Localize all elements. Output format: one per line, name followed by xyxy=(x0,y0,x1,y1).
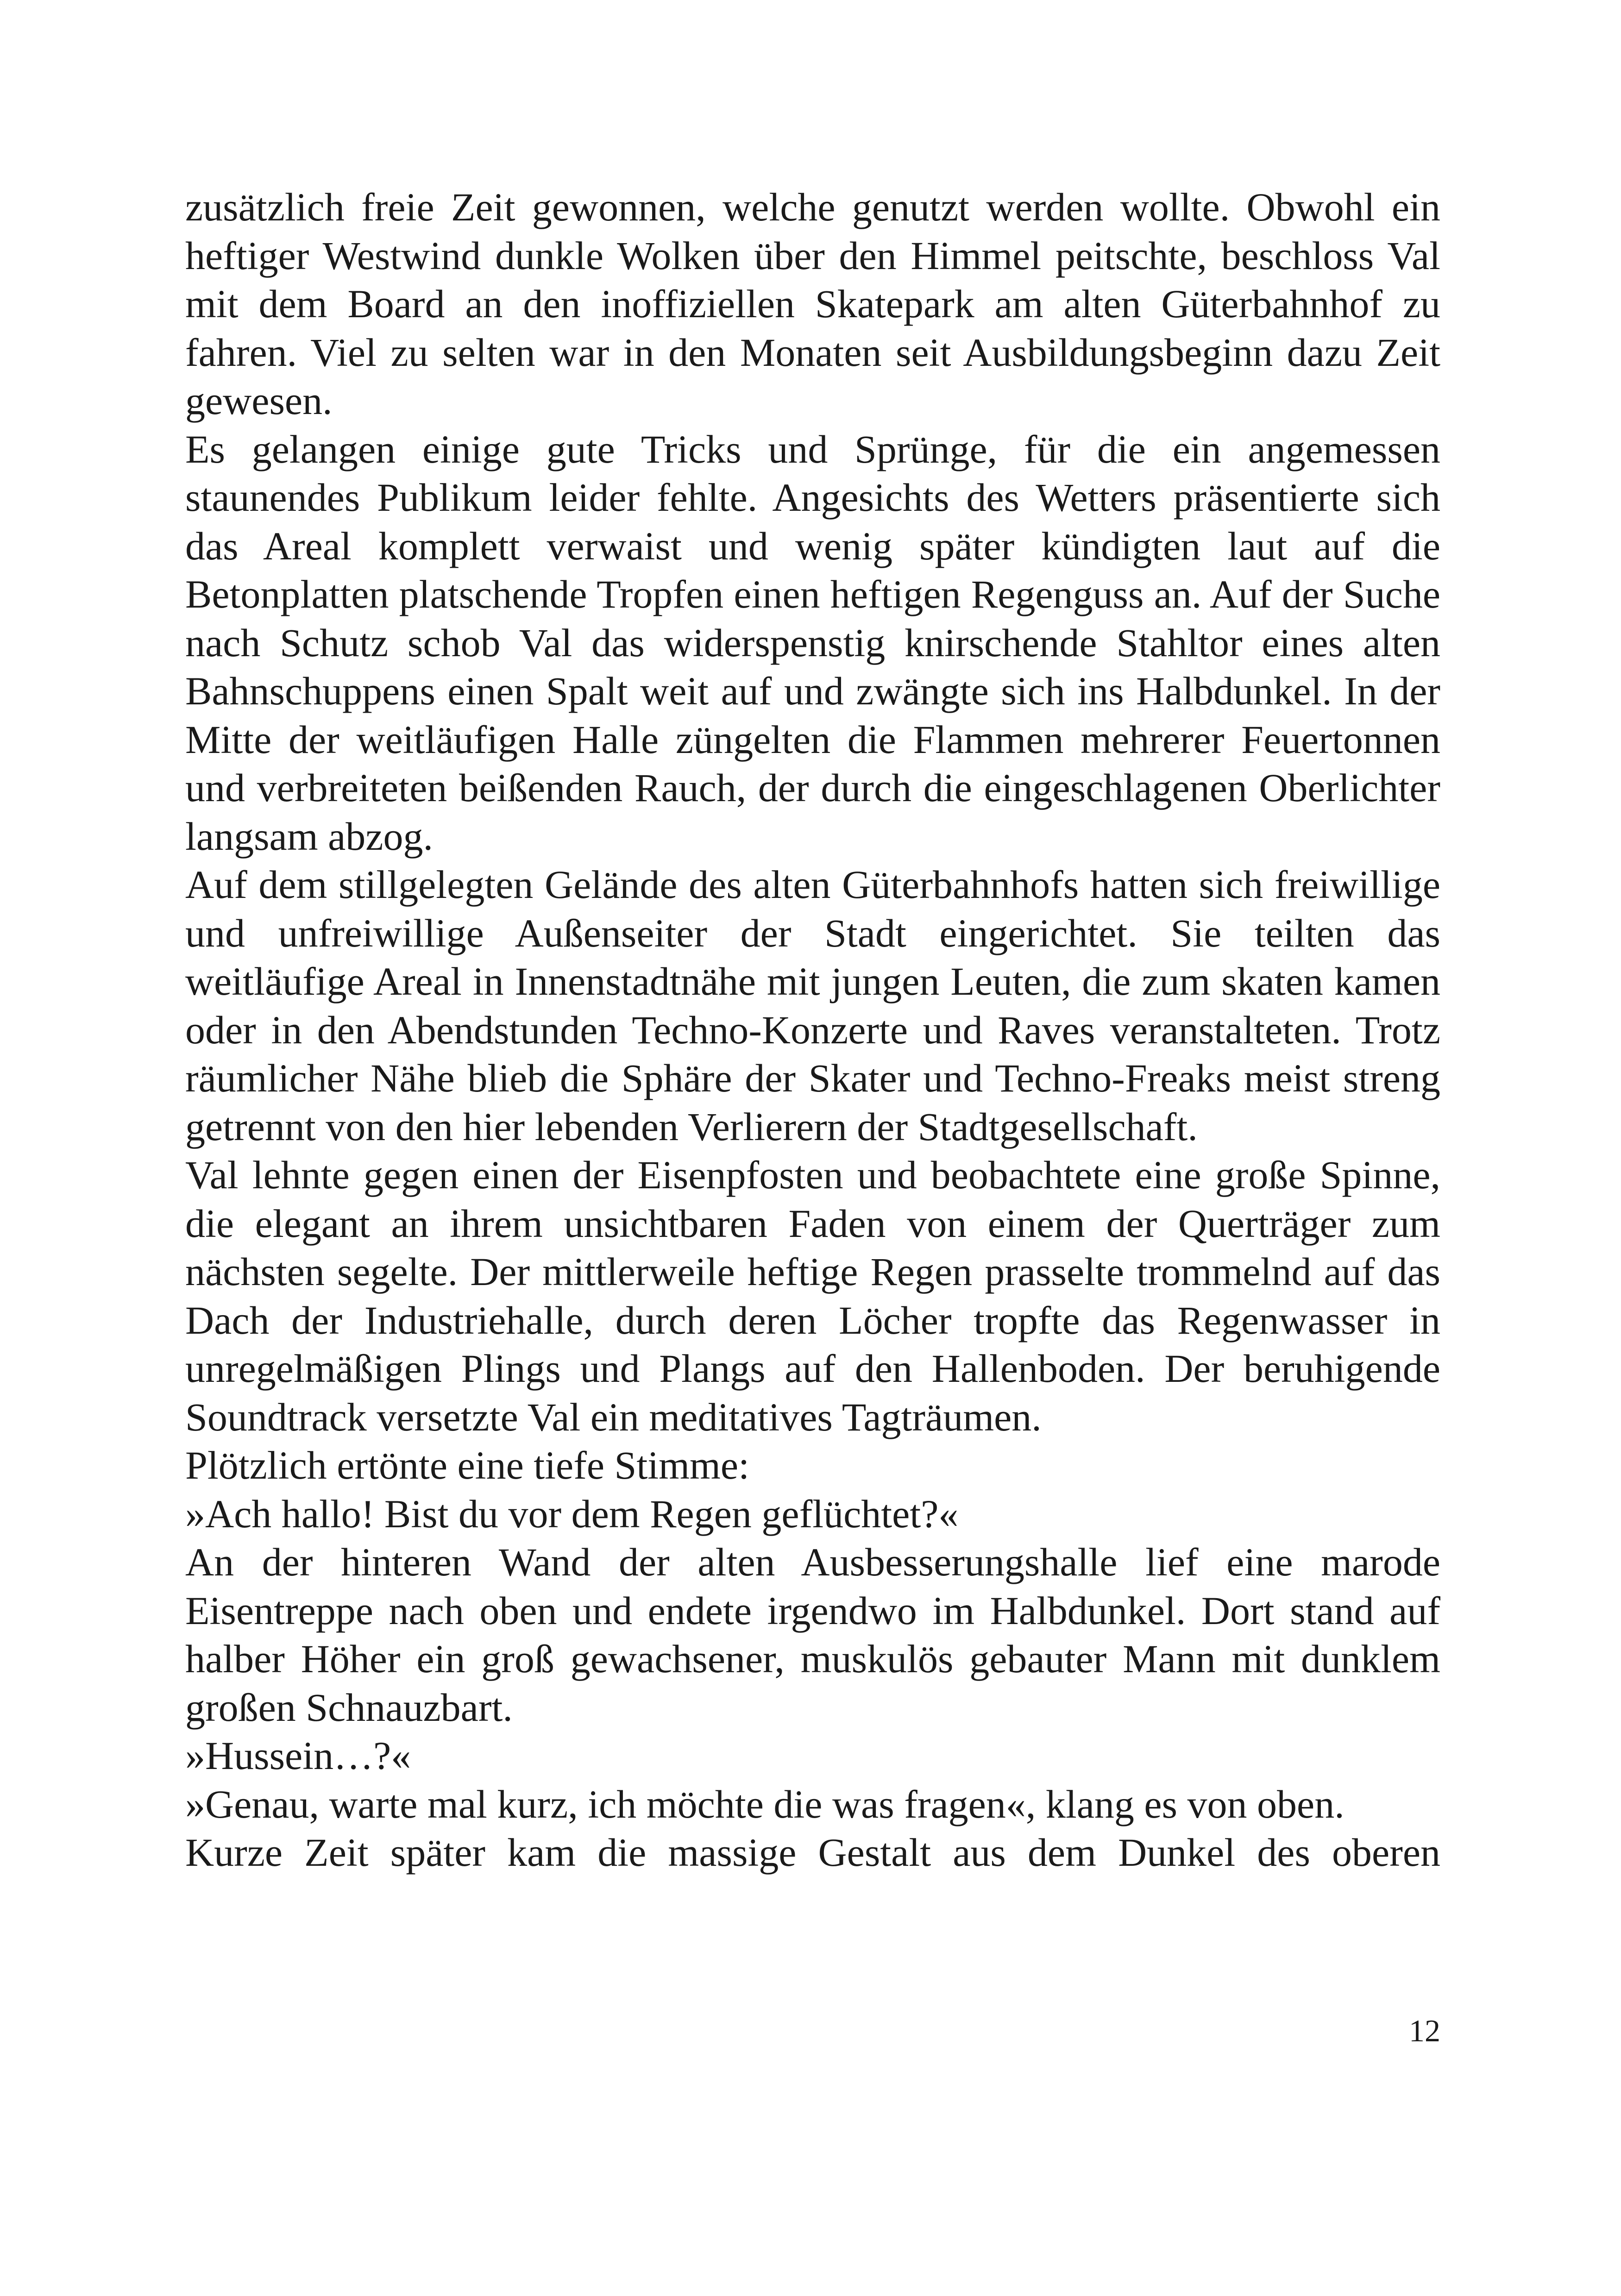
page-body xyxy=(185,183,1440,1877)
dialogue-line: »Ach hallo! Bist du vor dem Regen geflüchtet?« xyxy=(185,1491,959,1536)
dialogue-line: »Hussein…?« xyxy=(185,1733,411,1778)
page-number: 12 xyxy=(1409,2013,1440,2048)
paragraph: Es gelangen einige gute Tricks und Sprünge, für die ein angemessen staunendes Publikum leider fehlte. Angesichts des Wetters präsentierte sich das Areal komplett verwaist und wenig später kündigten laut auf die Betonplatten platschende Tropfen einen heftigen Regenguss an. Auf der Suche nach Schutz schob Val das widerspenstig knirschende Stahltor eines alten Bahnschuppens einen Spalt weit auf und zwängte sich ins Halbdunkel. In der Mitte der weitläufigen Halle züngelten die Flammen mehrerer Feuertonnen und verbreiteten beißenden Rauch, der durch die eingeschlagenen Oberlichter langsam abzog. xyxy=(185,427,1440,859)
paragraph: Auf dem stillgelegten Gelände des alten Güterbahnhofs hatten sich freiwillige und unfreiwillige Außenseiter der Stadt eingerichtet. Sie teilten das weitläufige Areal in Innenstadtnähe mit jungen Leuten, die zum skaten kamen oder in den Abendstunden Techno-Konzerte und Raves veranstalteten. Trotz räumlicher Nähe blieb die Sphäre der Skater und Techno-Freaks meist streng getrennt von den hier lebenden Verlierern der Stadtgesellschaft. xyxy=(185,862,1440,1149)
dialogue-line: »Genau, warte mal kurz, ich möchte die was fragen«, klang es von oben. xyxy=(185,1782,1345,1826)
paragraph: Plötzlich ertönte eine tiefe Stimme: xyxy=(185,1443,749,1487)
paragraph: zusätzlich freie Zeit gewonnen, welche genutzt werden wollte. Obwohl ein heftiger Westwind dunkle Wolken über den Himmel peitschte, beschloss Val mit dem Board an den inoffiziellen Skatepark am alten Güterbahnhof zu fahren. Viel zu selten war in den Monaten seit Ausbildungsbeginn dazu Zeit gewesen. xyxy=(185,185,1440,423)
paragraph: Val lehnte gegen einen der Eisenpfosten und beobachtete eine große Spinne, die elegant an ihrem unsichtbaren Faden von einem der Querträger zum nächsten segelte. Der mittlerweile heftige Regen prasselte trommelnd auf das Dach der Industriehalle, durch deren Löcher tropfte das Regenwasser in unregelmäßigen Plings und Plangs auf den Hallenboden. Der beruhigende Soundtrack versetzte Val ein meditatives Tagträumen. xyxy=(185,1153,1440,1439)
paragraph: Kurze Zeit später kam die massige Gestalt aus dem Dunkel des oberen xyxy=(185,1830,1440,1875)
paragraph: An der hinteren Wand der alten Ausbesserungshalle lief eine marode Eisentreppe nach oben und endete irgendwo im Halbdunkel. Dort stand auf halber Höher ein groß gewachsener, muskulös gebauter Mann mit dunklem großen Schnauzbart. xyxy=(185,1540,1440,1730)
